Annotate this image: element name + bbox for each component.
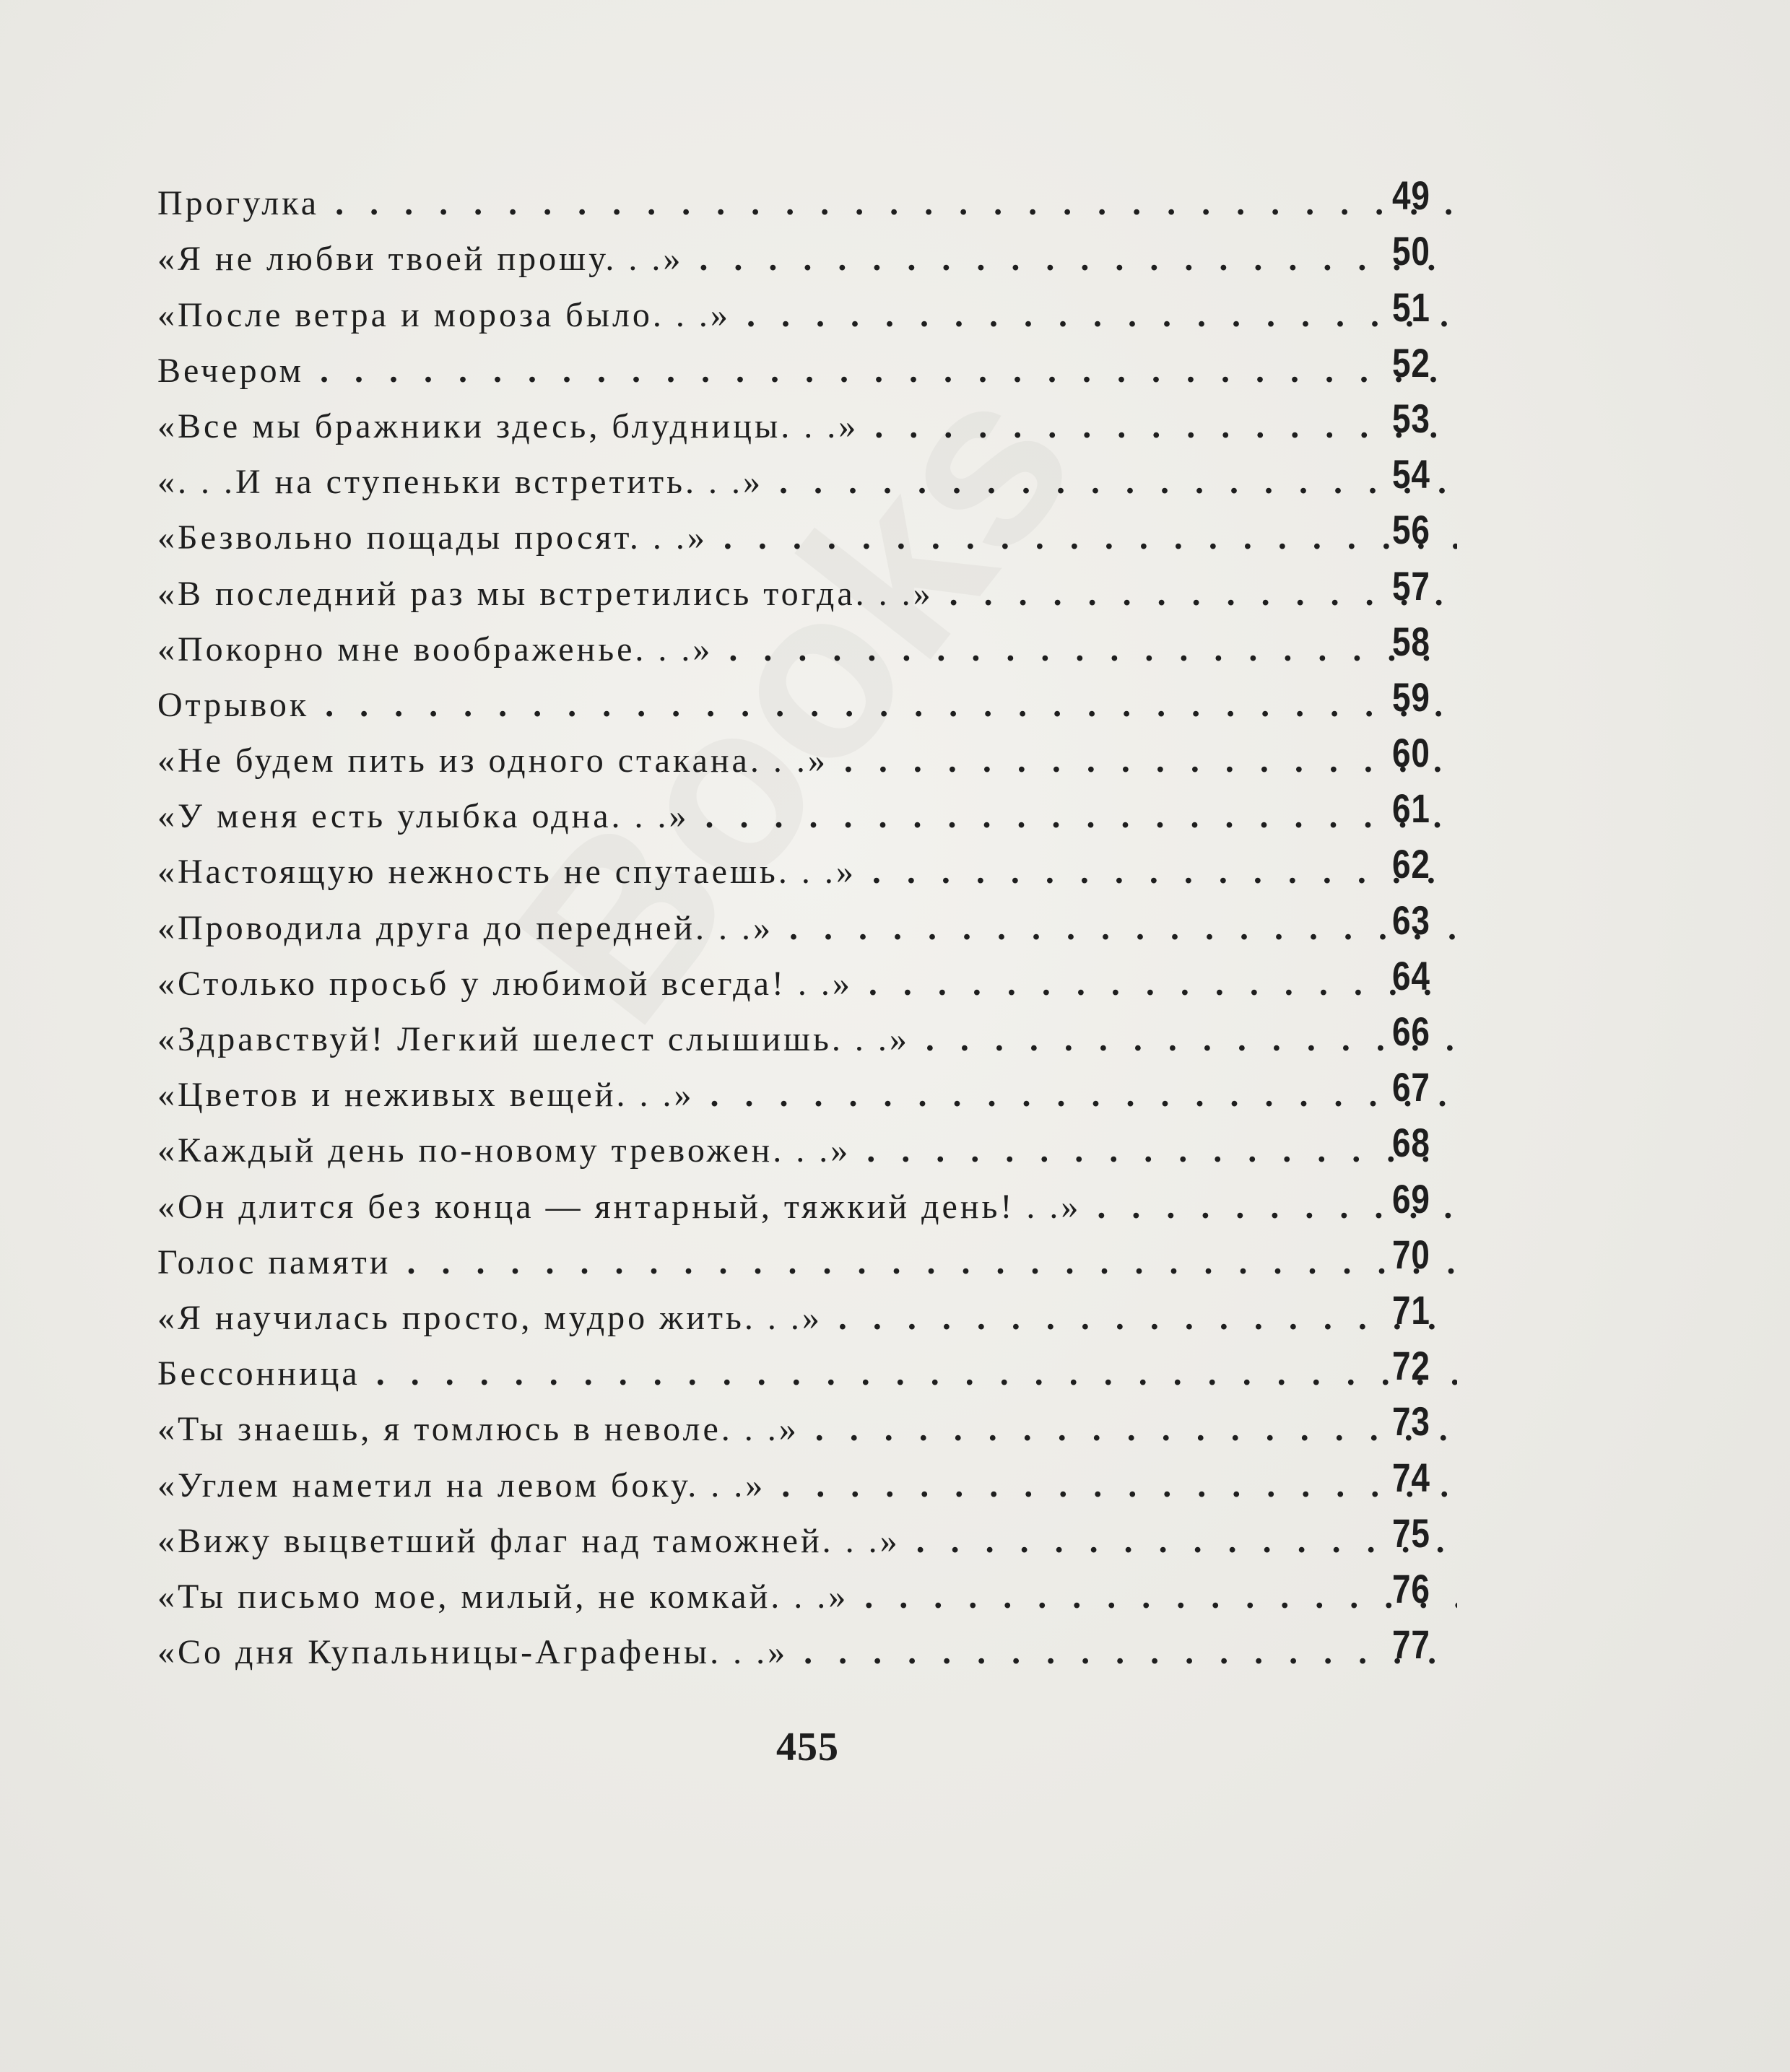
toc-entry-page: 58 bbox=[1392, 618, 1430, 664]
toc-entry-title: «Цветов и неживых вещей. . .» bbox=[157, 1076, 695, 1115]
toc-entry-page: 62 bbox=[1392, 841, 1430, 887]
toc-entry-page: 68 bbox=[1392, 1120, 1430, 1166]
dot-leader bbox=[713, 630, 1457, 675]
toc-entry-title: Бессонница bbox=[157, 1354, 360, 1393]
toc-entry-page: 61 bbox=[1392, 785, 1430, 832]
toc-entry-page: 56 bbox=[1392, 507, 1430, 553]
toc-entry-title: «Настоящую нежность не спутаешь. . .» bbox=[157, 853, 856, 892]
toc-entry-title: «Столько просьб у любимой всегда! . .» bbox=[157, 964, 853, 1003]
toc-entry-title: «Не будем пить из одного стакана. . .» bbox=[157, 741, 828, 780]
dot-leader bbox=[309, 685, 1457, 731]
dot-leader bbox=[391, 1242, 1457, 1288]
toc-entry bbox=[157, 1232, 1457, 1288]
dot-leader bbox=[900, 1521, 1457, 1567]
toc-entry-title: Голос памяти bbox=[157, 1242, 391, 1281]
toc-entry-page: 53 bbox=[1392, 395, 1430, 441]
dot-leader bbox=[828, 741, 1457, 786]
toc-entry-page: 66 bbox=[1392, 1009, 1430, 1054]
dot-leader bbox=[304, 351, 1457, 396]
toc-entry bbox=[157, 954, 1457, 1009]
toc-entry-page: 71 bbox=[1392, 1287, 1430, 1333]
toc-entry bbox=[157, 1065, 1457, 1120]
toc-entry-title: «После ветра и мороза было. . .» bbox=[157, 295, 731, 334]
toc-entry-title: Вечером bbox=[157, 351, 305, 390]
dot-leader bbox=[731, 295, 1457, 341]
toc-entry-title: «Каждый день по-новому тревожен. . .» bbox=[157, 1131, 851, 1170]
toc-entry-title: «Ты письмо мое, милый, не комкай. . .» bbox=[157, 1577, 849, 1616]
toc-entry bbox=[157, 396, 1457, 452]
table-of-contents bbox=[157, 173, 1457, 1678]
toc-entry-title: «Вижу выцветший флаг над таможней. . .» bbox=[157, 1521, 900, 1560]
toc-entry-page: 57 bbox=[1392, 562, 1430, 609]
toc-entry-title: Прогулка bbox=[157, 184, 320, 223]
dot-leader bbox=[910, 1019, 1457, 1065]
toc-entry-page: 72 bbox=[1392, 1343, 1430, 1389]
toc-entry bbox=[157, 284, 1457, 340]
toc-entry bbox=[157, 1622, 1457, 1678]
dot-leader bbox=[763, 462, 1457, 508]
dot-leader bbox=[683, 239, 1457, 284]
toc-entry-title: «Безвольно пощады просят. . .» bbox=[157, 518, 708, 557]
dot-leader bbox=[851, 1131, 1457, 1176]
toc-entry-page: 73 bbox=[1392, 1398, 1430, 1445]
toc-entry bbox=[157, 563, 1457, 619]
dot-leader bbox=[822, 1298, 1457, 1344]
toc-entry bbox=[157, 1288, 1457, 1344]
dot-leader bbox=[788, 1632, 1457, 1678]
toc-entry-title: «В последний раз мы встретились тогда. . .» bbox=[157, 574, 934, 613]
dot-leader bbox=[934, 574, 1457, 619]
toc-entry-page: 75 bbox=[1392, 1510, 1430, 1556]
toc-entry-page: 59 bbox=[1392, 674, 1430, 720]
dot-leader bbox=[765, 1466, 1457, 1511]
dot-leader bbox=[694, 1075, 1457, 1120]
toc-entry-title: «Ты знаешь, я томлюсь в неволе. . .» bbox=[157, 1410, 799, 1449]
dot-leader bbox=[853, 964, 1457, 1009]
toc-entry-title: «У меня есть улыбка одна. . .» bbox=[157, 797, 690, 836]
toc-entry bbox=[157, 675, 1457, 731]
toc-entry bbox=[157, 1120, 1457, 1176]
toc-entry-title: «Все мы бражники здесь, блудницы. . .» bbox=[157, 406, 859, 445]
dot-leader bbox=[848, 1577, 1457, 1622]
toc-entry-title: «Здравствуй! Легкий шелест слышишь. . .» bbox=[157, 1020, 910, 1058]
toc-entry-title: «Со дня Купальницы-Аграфены. . .» bbox=[157, 1633, 788, 1672]
toc-entry bbox=[157, 341, 1457, 396]
toc-entry bbox=[157, 619, 1457, 675]
dot-leader bbox=[859, 406, 1457, 452]
toc-entry bbox=[157, 786, 1457, 842]
toc-entry-title: «Проводила друга до передней. . .» bbox=[157, 908, 773, 947]
toc-entry-page: 76 bbox=[1392, 1565, 1430, 1611]
dot-leader bbox=[708, 518, 1457, 563]
toc-entry-page: 70 bbox=[1392, 1231, 1430, 1277]
toc-entry-page: 52 bbox=[1392, 339, 1430, 386]
toc-entry-page: 63 bbox=[1392, 897, 1430, 943]
dot-leader bbox=[360, 1354, 1457, 1399]
toc-entry bbox=[157, 1009, 1457, 1065]
toc-entry bbox=[157, 1344, 1457, 1399]
dot-leader bbox=[773, 908, 1457, 954]
toc-entry-page: 50 bbox=[1392, 228, 1430, 274]
dot-leader bbox=[856, 852, 1457, 897]
toc-entry bbox=[157, 731, 1457, 786]
toc-entry-title: Отрывок bbox=[157, 685, 310, 724]
dot-leader bbox=[799, 1409, 1457, 1455]
toc-entry-page: 69 bbox=[1392, 1175, 1430, 1222]
toc-entry bbox=[157, 1511, 1457, 1567]
toc-entry bbox=[157, 897, 1457, 953]
toc-entry-title: «Я не любви твоей прошу. . .» bbox=[157, 240, 684, 279]
toc-entry bbox=[157, 229, 1457, 284]
page-number: 455 bbox=[776, 1725, 839, 1770]
toc-entry bbox=[157, 1567, 1457, 1622]
toc-entry bbox=[157, 173, 1457, 229]
dot-leader bbox=[319, 183, 1457, 229]
toc-entry-page: 77 bbox=[1392, 1622, 1430, 1668]
toc-entry bbox=[157, 1455, 1457, 1510]
toc-entry-page: 49 bbox=[1392, 173, 1430, 219]
toc-entry-title: «Я научилась просто, мудро жить. . .» bbox=[157, 1298, 822, 1337]
toc-entry-page: 74 bbox=[1392, 1454, 1430, 1500]
toc-entry bbox=[157, 842, 1457, 897]
toc-entry-page: 67 bbox=[1392, 1064, 1430, 1110]
toc-entry-page: 54 bbox=[1392, 451, 1430, 497]
toc-entry-page: 51 bbox=[1392, 284, 1430, 330]
dot-leader bbox=[690, 796, 1457, 842]
toc-entry-title: «. . .И на ступеньки встретить. . .» bbox=[157, 463, 763, 502]
toc-entry bbox=[157, 1176, 1457, 1232]
toc-entry bbox=[157, 508, 1457, 563]
toc-entry-title: «Он длится без конца — янтарный, тяжкий день! . .» bbox=[157, 1187, 1082, 1226]
toc-entry bbox=[157, 452, 1457, 508]
toc-entry-title: «Углем наметил на левом боку. . .» bbox=[157, 1466, 766, 1505]
toc-entry-page: 60 bbox=[1392, 730, 1430, 776]
toc-entry-title: «Покорно мне воображенье. . .» bbox=[157, 630, 713, 669]
toc-entry bbox=[157, 1399, 1457, 1455]
toc-entry-page: 64 bbox=[1392, 952, 1430, 998]
